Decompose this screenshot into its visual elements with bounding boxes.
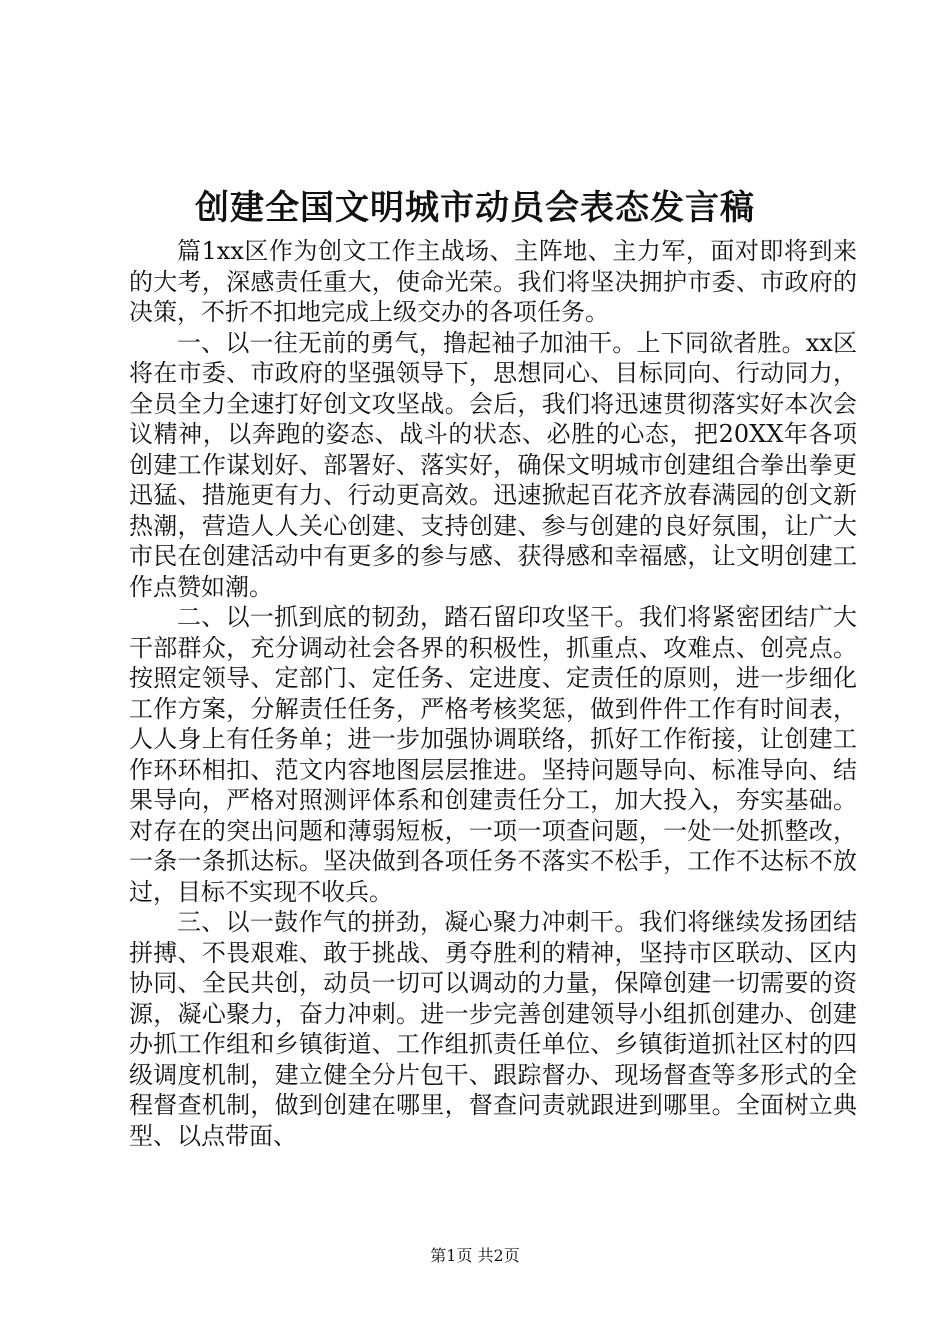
paragraph-section-2: 二、以一抓到底的韧劲，踏石留印攻坚干。我们将紧密团结广大干部群众，充分调动社会各界的积极性，抓重点、攻难点、创亮点。按照定领导、定部门、定任务、定进度、定责任的原则，进一步细化工作方案，分解责任任务，严格考核奖惩，做到件件工作有时间表，人人身上有任务单；进一步加强协调联络，抓好工作衔接，让创建工作环环相扣、范文内容地图层层推进。坚持问题导向、标准导向、结果导向，严格对照测评体系和创建责任分工，加大投入，夯实基础。对存在的突出问题和薄弱短板，一项一项查问题，一处一处抓整改，一条一条抓达标。坚决做到各项任务不落实不松手，工作不达标不放过，目标不实现不收兵。 — [129, 603, 857, 906]
page-footer: 第1页 共2页 — [430, 1246, 520, 1265]
document-body — [129, 236, 857, 1151]
paragraph-intro: 篇1xx区作为创文工作主战场、主阵地、主力军，面对即将到来的大考，深感责任重大，使命光荣。我们将坚决拥护市委、市政府的决策，不折不扣地完成上级交办的各项任务。 — [129, 237, 857, 326]
document-title: 创建全国文明城市动员会表态发言稿 — [195, 188, 755, 228]
paragraph-section-1: 一、以一往无前的勇气，撸起袖子加油干。上下同欲者胜。xx区将在市委、市政府的坚强领导下，思想同心、目标同向、行动同力，全员全力全速打好创文攻坚战。会后，我们将迅速贯彻落实好本次会议精神，以奔跑的姿态、战斗的状态、必胜的心态，把20XX年各项创建工作谋划好、部署好、落实好，确保文明城市创建组合拳出拳更迅猛、措施更有力、行动更高效。迅速掀起百花齐放春满园的创文新热潮，营造人人关心创建、支持创建、参与创建的良好氛围，让广大市民在创建活动中有更多的参与感、获得感和幸福感，让文明创建工作点赞如潮。 — [129, 328, 857, 601]
paragraph-section-3: 三、以一鼓作气的拼劲，凝心聚力冲刺干。我们将继续发扬团结拼搏、不畏艰难、敢于挑战、勇夺胜利的精神，坚持市区联动、区内协同、全民共创，动员一切可以调动的力量，保障创建一切需要的资源，凝心聚力，奋力冲刺。进一步完善创建领导小组抓创建办、创建办抓工作组和乡镇街道、工作组抓责任单位、乡镇街道抓社区村的四级调度机制，建立健全分片包干、跟踪督办、现场督查等多形式的全程督查机制，做到创建在哪里，督查问责就跟进到哪里。全面树立典型、以点带面、 — [129, 908, 857, 1150]
